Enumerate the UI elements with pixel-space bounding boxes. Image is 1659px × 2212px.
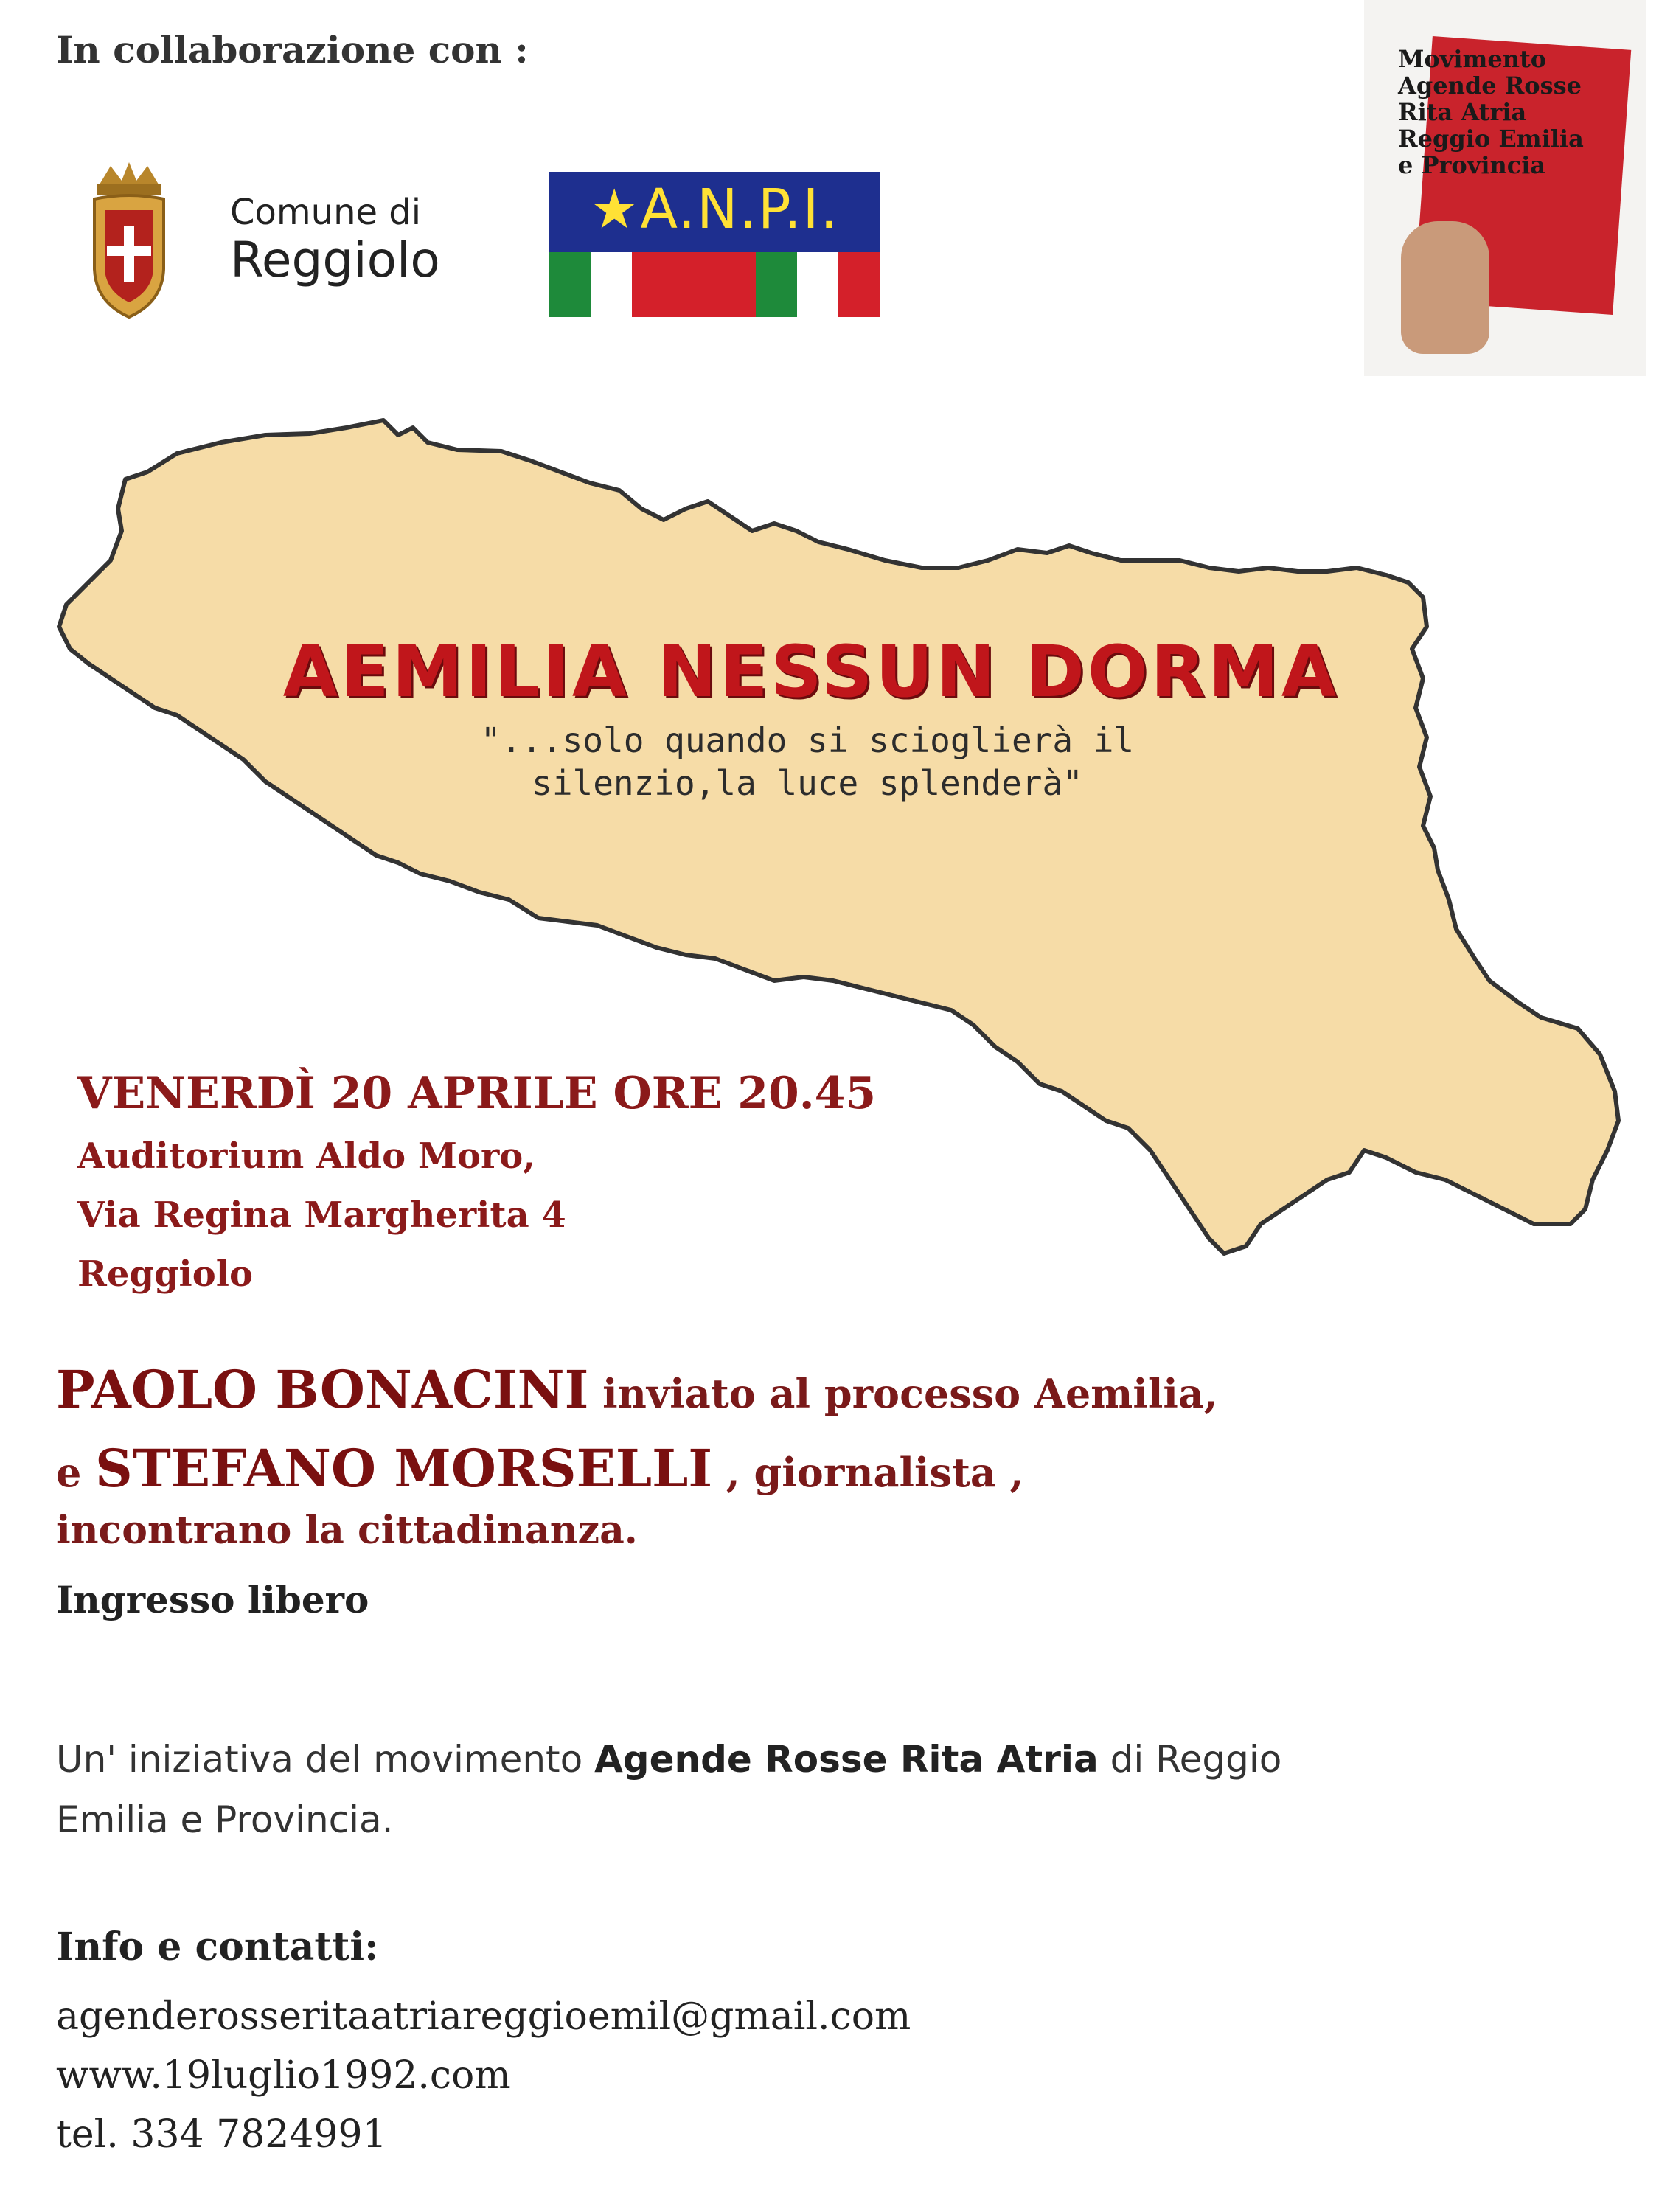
map-title: AEMILIA NESSUN DORMA <box>282 630 1340 713</box>
initiative-text: Un' iniziativa del movimento Agende Rosse Rita Atria di Reggio Emilia e Provincia. <box>56 1738 1282 1841</box>
event-venue: Auditorium Aldo Moro, <box>77 1135 535 1177</box>
event-city: Reggiolo <box>77 1253 254 1295</box>
entry-note: Ingresso libero <box>56 1578 369 1621</box>
contact-website[interactable]: www.19luglio1992.com <box>56 2053 511 2098</box>
speaker-name-1: PAOLO BONACINI <box>56 1359 589 1420</box>
speaker-desc-2: , giornalista , <box>712 1449 1024 1496</box>
speaker-line-1 <box>56 1359 1218 1420</box>
contact-email[interactable]: agenderosseritaatriareggioemil@gmail.com <box>56 1994 911 2039</box>
contacts-heading: Info e contatti: <box>56 1924 379 1969</box>
speaker-name-2: STEFANO MORSELLI <box>95 1438 713 1499</box>
movimento-logo-text: Movimento Agende Rosse Rita Atria Reggio Emilia e Provincia <box>1398 45 1584 179</box>
comune-line1: Comune di <box>230 192 422 233</box>
movement-name: Agende Rosse Rita Atria <box>594 1738 1099 1781</box>
contact-phone: tel. 334 7824991 <box>56 2112 387 2157</box>
collaboration-label: In collaborazione con : <box>56 28 529 72</box>
subtitle-line1: "...solo quando si scioglierà il <box>480 720 1135 760</box>
event-address: Via Regina Margherita 4 <box>77 1194 566 1236</box>
speaker-line-2: e STEFANO MORSELLI , giornalista , <box>56 1438 1024 1499</box>
subtitle-line2: silenzio,la luce splenderà" <box>532 763 1083 803</box>
anpi-logo-text: ★A.N.P.I. <box>589 178 840 241</box>
comune-line2: Reggiolo <box>230 232 440 288</box>
speaker-line-3: incontrano la cittadinanza. <box>56 1508 638 1553</box>
map-subtitle <box>347 719 1268 804</box>
event-datetime: VENERDÌ 20 APRILE ORE 20.45 <box>77 1068 877 1119</box>
speaker-desc-1: inviato al processo Aemilia, <box>588 1370 1218 1417</box>
